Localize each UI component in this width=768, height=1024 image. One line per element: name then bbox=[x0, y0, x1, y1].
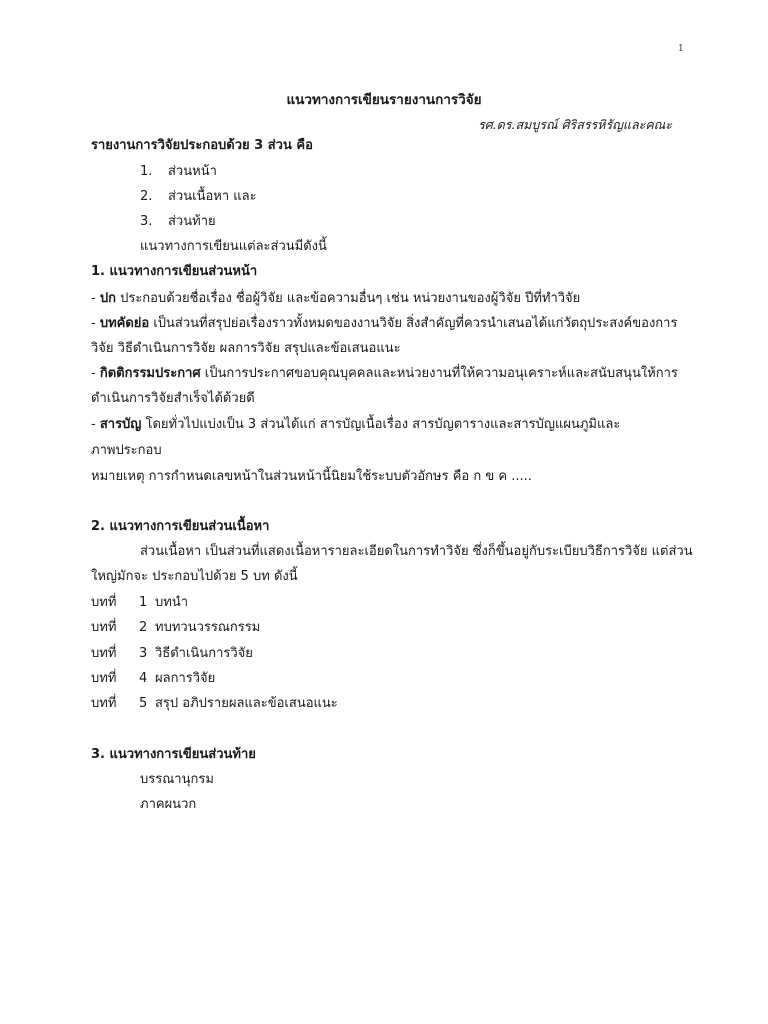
section1-heading: 1. แนวทางการเขียนส่วนหน้า bbox=[91, 264, 258, 279]
chapter-title: วิธีดำเนินการวิจัย bbox=[155, 646, 253, 661]
intro-list-item bbox=[140, 163, 217, 181]
chapter-label: บทที่ bbox=[91, 671, 117, 686]
chapter-number: 3 bbox=[139, 646, 148, 661]
chapter-list-item bbox=[91, 594, 188, 612]
chapter-number: 4 bbox=[139, 671, 148, 686]
section1-toc-paragraph bbox=[91, 416, 620, 434]
bullet-dash: - bbox=[91, 366, 100, 381]
section1-note: หมายเหตุ การกำหนดเลขหน้าในส่วนหน้านี้นิยมใช้ระบบตัวอักษร คือ ก ข ค ..... bbox=[91, 469, 532, 484]
paragraph-text: ประกอบด้วยชื่อเรื่อง ชื่อผู้วิจัย และข้อความอื่นๆ เช่น หน่วยงานของผู้วิจัย ปีที่ทำวิจัย bbox=[115, 291, 581, 306]
chapter-title: บทนำ bbox=[155, 595, 189, 610]
section3-heading: 3. แนวทางการเขียนส่วนท้าย bbox=[91, 747, 256, 762]
intro-list-item bbox=[140, 213, 216, 231]
intro-list-item bbox=[140, 188, 257, 206]
list-text: ส่วนท้าย bbox=[168, 214, 216, 229]
document-title: แนวทางการเขียนรายงานการวิจัย bbox=[286, 92, 482, 108]
term-toc: สารบัญ bbox=[99, 417, 142, 432]
list-number: 1. bbox=[140, 164, 153, 179]
chapter-label: บทที่ bbox=[91, 696, 117, 711]
author-line: รศ.ดร.สมบูรณ์ ศิริสรรหิรัญและคณะ bbox=[478, 117, 672, 132]
section2-heading: 2. แนวทางการเขียนส่วนเนื้อหา bbox=[91, 519, 270, 534]
appendix-item-appendix: ภาคผนวก bbox=[140, 797, 197, 812]
term-abstract: บทคัดย่อ bbox=[99, 316, 150, 331]
chapter-list-item bbox=[91, 695, 338, 713]
section2-paragraph-line1: ส่วนเนื้อหา เป็นส่วนที่แสดงเนื้อหารายละเอียดในการทำวิจัย ซึ่งก็ขึ้นอยู่กับระเบียบวิธีการวิจัย แต่ส่วน bbox=[140, 544, 693, 559]
page-number: 1 bbox=[678, 44, 684, 54]
chapter-label: บทที่ bbox=[91, 620, 117, 635]
list-text: ส่วนเนื้อหา และ bbox=[168, 189, 257, 204]
chapter-number: 2 bbox=[139, 620, 148, 635]
term-cover: ปก bbox=[99, 291, 116, 306]
chapter-title: ผลการวิจัย bbox=[155, 671, 216, 686]
section1-abstract-paragraph bbox=[91, 315, 677, 333]
intro-closing: แนวทางการเขียนแต่ละส่วนมีดังนี้ bbox=[140, 239, 327, 254]
chapter-title: ทบทวนวรรณกรรม bbox=[155, 620, 261, 635]
term-acknowledgement: กิตติกรรมประกาศ bbox=[99, 366, 201, 381]
paragraph-continuation: วิจัย วิธีดำเนินการวิจัย ผลการวิจัย สรุปและข้อเสนอแนะ bbox=[91, 341, 401, 356]
chapter-number: 5 bbox=[139, 696, 148, 711]
chapter-label: บทที่ bbox=[91, 646, 117, 661]
list-number: 2. bbox=[140, 189, 153, 204]
section1-acknowledgement-paragraph bbox=[91, 365, 678, 383]
list-text: ส่วนหน้า bbox=[168, 164, 217, 179]
paragraph-text: เป็นการประกาศขอบคุณบุคคลและหน่วยงานที่ให้ความอนุเคราะห์และสนับสนุนให้การ bbox=[200, 366, 678, 381]
paragraph-text: โดยทั่วไปแบ่งเป็น 3 ส่วนได้แก่ สารบัญเนื้อเรื่อง สารบัญตารางและสารบัญแผนภูมิและ bbox=[141, 417, 621, 432]
appendix-item-bibliography: บรรณานุกรม bbox=[140, 772, 214, 787]
chapter-label: บทที่ bbox=[91, 595, 117, 610]
intro-heading: รายงานการวิจัยประกอบด้วย 3 ส่วน คือ bbox=[91, 138, 313, 153]
section2-paragraph-line2: ใหญ่มักจะ ประกอบไปด้วย 5 บท ดังนี้ bbox=[91, 569, 298, 584]
bullet-dash: - bbox=[91, 316, 100, 331]
bullet-dash: - bbox=[91, 291, 100, 306]
paragraph-continuation: ภาพประกอบ bbox=[91, 443, 162, 458]
bullet-dash: - bbox=[91, 417, 100, 432]
chapter-list-item bbox=[91, 670, 215, 688]
chapter-list-item bbox=[91, 645, 253, 663]
list-number: 3. bbox=[140, 214, 153, 229]
chapter-number: 1 bbox=[139, 595, 148, 610]
chapter-list-item bbox=[91, 619, 260, 637]
section1-cover-paragraph bbox=[91, 290, 580, 308]
paragraph-text: เป็นส่วนที่สรุปย่อเรื่องราวทั้งหมดของงานวิจัย สิ่งสำคัญที่ควรนำเสนอได้แก่วัตถุประสงค์ของการ bbox=[149, 316, 678, 331]
chapter-title: สรุป อภิปรายผลและข้อเสนอแนะ bbox=[155, 696, 338, 711]
paragraph-continuation: ดำเนินการวิจัยสำเร็จได้ด้วยดี bbox=[91, 391, 255, 406]
